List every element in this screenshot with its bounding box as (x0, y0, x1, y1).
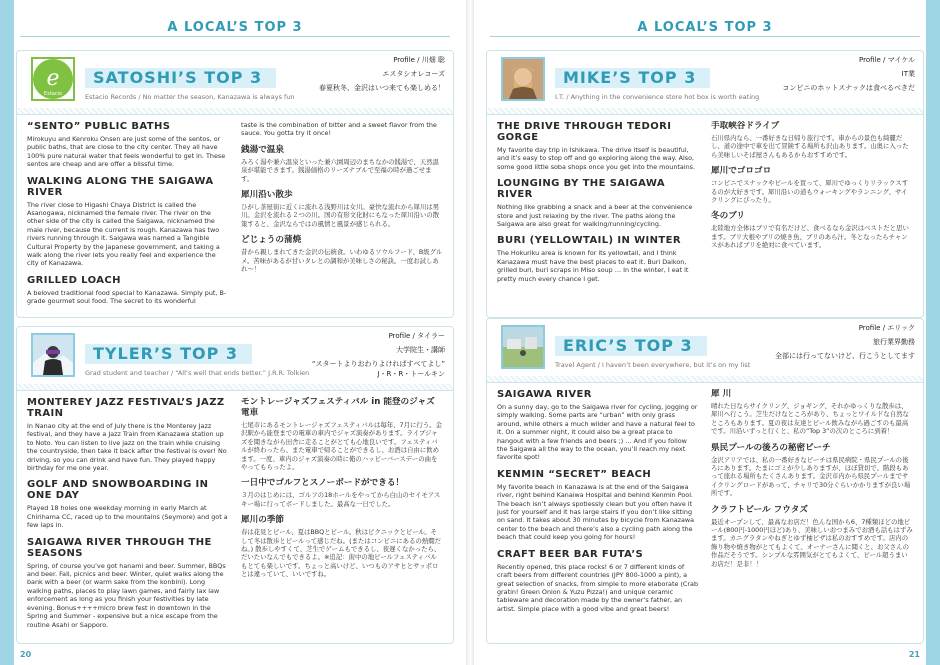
eric-jp-text-2: 金沢アリアでは、私の一番好きなビーチは県民病院・県民プールの後ろにあります。たまにゴミが少しありますが、ほぼ貸切で、階段もあって座れる場所もたくさんあります。金沢市内から県民プールまでサイクリングロードがあって、チャリで30分ぐらいかかりますが良い場所です。 (711, 455, 911, 498)
tyler-subtitle: Grad student and teacher / “All’s well that ends better.” J.R.R. Tolkien (85, 369, 310, 377)
satoshi-title: SATOSHI’S TOP 3 (85, 68, 276, 88)
mike-heading-2: LOUNGING BY THE SAIGAWA RIVER (497, 178, 665, 201)
right-page-number: 21 (908, 650, 920, 659)
mike-heading-1: THE DRIVE THROUGH TEDORI GORGE (497, 121, 672, 143)
satoshi-heading-1: “SENTO” PUBLIC BATHS (27, 121, 171, 132)
eric-heading-3: CRAFT BEER BAR FUTA’S (497, 548, 644, 560)
eric-text-1: On a sunny day, go to the Saigawa river for cycling, jogging or simply walking. Some parts are “urban” with only grass around, while others a much wilder and have a natural feel to it. On a summer night, it could also be a great place to hangout with a few friends and beers ;) … And if you follow the Saigawa all the way to the ocean, you’ll reach my next favorite spot! (497, 403, 698, 462)
tyler-col-english (27, 397, 229, 637)
eric-jp-heading-2: 県民プールの後ろの秘密ビーチ (711, 442, 831, 453)
estacio-logo: e Estacio (31, 57, 75, 101)
satoshi-text-2: The river close to Higashi Chaya District is called the Asanogawa, nicknamed the female river. The river on the other side of the city is called the Saigawa, nicknamed the male river, because the current is rough. Kanazawa has two rivers running through it. Saigawa was named a Tangible Cultural Property by the Japanese government, and taking a walk along the river lets you really feel and experience the city of Kanazawa. (27, 200, 220, 268)
mike-text-2: Nothing like grabbing a snack and a beer at the convenience store and just relaxing by the river. The paths along the Saigawa are also great for walking/running/cycling. (497, 203, 693, 229)
mike-text-1: My favorite day trip in Ishikawa. The drive itself is beautiful, and it’s easy to stop off and go exploring along the way. Also, some good little soba shops once you get into the mountains. (497, 146, 696, 171)
satoshi-jp-heading-2: 犀川沿い散歩 (241, 190, 293, 201)
satoshi-columns (27, 121, 443, 311)
mike-columns (497, 121, 913, 311)
satoshi-heading-3: GRILLED LOACH (27, 274, 121, 286)
tyler-text-1: In Nanao city at the end of July there is the Monterey Jazz festival, and they have a Jazz Train from Kanazawa station up to Noto. You can listen to live jazz on the train while cruising the countryside, then take it back after the festival is over! No driving, so you can drink and have fun. They played happy birthday for me one year. (27, 422, 227, 473)
left-page-title: A LOCAL’S TOP 3 (157, 20, 312, 35)
right-page-header (470, 14, 940, 44)
satoshi-col-japanese (241, 121, 443, 311)
eric-heading-1: SAIGAWA RIVER (497, 389, 592, 400)
tyler-heading-2: GOLF AND SNOWBOARDING IN ONE DAY (27, 479, 209, 502)
satoshi-text-continued: taste is the combination of bitter and a sweet flavor from the sauce. You gotta try it once! (241, 121, 437, 138)
eric-jp-heading-3: クラフトビール フウタズ (711, 504, 808, 515)
mike-col-japanese (711, 121, 913, 311)
satoshi-profile-line2: 春夏秋冬、金沢はいつ来ても楽しめる！ (319, 84, 445, 92)
eric-title: ERIC’S TOP 3 (555, 336, 707, 356)
eric-profile-label: Profile / エリック (858, 324, 915, 332)
tyler-section (16, 326, 454, 644)
tyler-heading-3: SAIGAWA RIVER THROUGH THE SEASONS (27, 536, 212, 559)
mike-jp-text-3: 北陸地方全体はブリで有名だけど、食べるなら金沢はベストだと思います。ブリ大根やブリの焼き魚、ブリのあら汁。冬となったらチャンスがあればブリを絶対に食べています。 (711, 224, 909, 250)
satoshi-text-1: Mirokuyu and Kenroku Onsen are just some of the sentos, or public baths, that are close to the city center. They all have 100% pure natural water that feels wonderful to get in. These sentos are cheap and are offer a blissful time. (27, 135, 226, 169)
mike-col-english (497, 121, 699, 311)
eric-jp-heading-1: 犀 川 (711, 389, 732, 399)
tyler-jp-heading-1: モントレージャズフェスティバル in 能登のジャズ電車 (241, 397, 435, 418)
tyler-title: TYLER’S TOP 3 (85, 344, 252, 364)
tyler-profile-label: Profile / タイラー (388, 332, 445, 340)
tyler-heading-1: MONTEREY JAZZ FESTIVAL’S JAZZ TRAIN (27, 397, 225, 419)
satoshi-jp-text-3: 昔から親しまれてきた金沢の伝統食。いわゆるソウルフード、B級グルメ。苦味があるが甘いタレとの調和が美味しさの秘訣。一度お試しあれ～！ (241, 248, 443, 274)
eric-header (487, 319, 923, 383)
satoshi-profile-line1: エスタシオレコーズ (382, 70, 445, 78)
tyler-avatar (31, 333, 75, 377)
eric-jp-text-3: 最近オープンして、最高なお店だ！色んな国から6、7種類ほどの地ビール(800円-1000円ほど)あり、美味しいおつまみでお酒も話もはずみます。カニグラタンやねぎとゆず柚ピザは私のおすすめです。店内の飾り物や焼き物がとてもよくて、オーナーさんに聞くと、お父さんの作品だそうです。シンプルな雰囲気がとてもよくて、ビール超うまいお店だ！是非！！ (711, 517, 913, 568)
satoshi-heading-2: WALKING ALONG THE SAIGAWA RIVER (27, 175, 214, 198)
satoshi-jp-heading-1: 銭湯で温泉 (241, 144, 284, 155)
estacio-logo-text: Estacio (44, 91, 62, 97)
tyler-profile-line2: “スタートよりおわりよければすべてよし” J・R・R・トールキン (311, 360, 445, 378)
right-page-title: A LOCAL’S TOP 3 (627, 20, 782, 35)
eric-heading-2: KENMIN “SECRET” BEACH (497, 468, 652, 480)
mike-jp-text-2: コンビニでスナックやビールを買って、犀川でゆっくりリラックスするのが大好きです。犀川沿いの道もウォーキングやランニング、サイクリングにぴったり。 (711, 179, 909, 205)
mike-header (487, 51, 923, 115)
mike-jp-heading-2: 犀川でゴロゴロ (711, 166, 772, 177)
eric-col-english (497, 389, 699, 637)
tyler-photo (33, 335, 73, 375)
tyler-profile-line1: 大学院生・講師 (396, 346, 445, 354)
mike-subtitle: I.T. / Anything in the convenience store hot box is worth eating (555, 93, 760, 101)
mike-title: MIKE’S TOP 3 (555, 68, 710, 88)
tyler-text-3: Spring, of course you’ve got hanami and beer. Summer, BBQs and beer. Fall, picnics and beer. Winter, quiet walks along the bank with a beer (or warm sake from the konbini). Long walking paths, places to play lawn games, and fairly lax law enforcement as long as you finish your festivities by late evening. Bonus++++micro brew fest in downtown in the Spring and Summer - expensive but a nice escape from the routine Asahi or Sapporo. (27, 561, 226, 629)
tyler-jp-heading-3: 犀川の季節 (241, 515, 284, 526)
mike-heading-3: BURI (YELLOWTAIL) IN WINTER (497, 235, 681, 247)
eric-col-japanese (711, 389, 913, 637)
right-page (470, 0, 940, 665)
left-page-header (0, 14, 470, 44)
tyler-jp-text-2: ３月のはじめには、ゴルフの18ホールをやってから白山のセイモアスキー場に行ってボードしました。最高な一日でした。 (241, 491, 441, 508)
mike-photo (503, 59, 543, 99)
satoshi-col-english (27, 121, 229, 311)
header-rule (490, 36, 920, 37)
tyler-col-japanese (241, 397, 443, 637)
tyler-text-2: Played 18 holes one weekday morning in early March at Chirihama CC, raced up to the mountains (Seymore) and got a few laps in. (27, 504, 228, 530)
eric-avatar (501, 325, 545, 369)
eric-columns (497, 389, 913, 637)
mike-avatar (501, 57, 545, 101)
eric-jp-text-1: 晴れた日ならサイクリング、ジョギング、それかゆっくりな散歩は、犀川へ行こう。芝生だけなところがあり、ちょっとワイルドな自然なところもあります。夏の夜は友達とビール飲みながら過ごすのも最高です。川沿いずっと行くと、私の“Top 3”の次のところに到着！ (711, 402, 909, 436)
eric-text-3: Recently opened, this place rocks! 6 or 7 different kinds of craft beers from different countries (JPY 800-1000 a pint), a great selection of snacks, from simple to more elaborate (Crab gratin! Green Onion & Yuzu Pizza!) and unique ceramic tableware and decoration made by the owner’s father, an artist. Simple place with a good vibe and great beers! (497, 562, 698, 613)
satoshi-text-3: A beloved traditional food special to Kanazawa. Simply put, B-grade gourmet soul food. The secret to its wonderful (27, 288, 227, 306)
mike-profile-line2: コンビニのホットスナックは食べるべきだ (782, 84, 915, 92)
mike-jp-heading-3: 冬のブリ (711, 211, 746, 222)
mike-section (486, 50, 924, 318)
mike-jp-text-1: 石川県内なら、一番好きな日帰り旅行です。車からの景色も綺麗だし、道の途中で車を出て冒険する場所も沢山あります。山奥に入ったら美味しいそば屋さんもあるからおすすめです。 (711, 134, 909, 159)
satoshi-subtitle: Estacio Records / No matter the season, Kanazawa is always fun (85, 93, 295, 101)
satoshi-jp-text-1: みろく湯や兼六温泉といった兼六園周辺のまちなかの銭湯で、天然温泉が堪能できます。銭湯価格のリーズナブルで至福の時が過ごせます。 (241, 157, 439, 183)
tyler-jp-text-1: 七尾市にあるモントレージャズフェスティバルは毎年、7月に行う。金沢駅から能登までの電車の車内でジャズ演奏があります。ライブジャズを聞きながら田舎に走ることがとても心地良いです。フェスティバルが終わったら、また電車で帰ることができるし、お酒は自由に飲めます。一度、車内のジャズ演奏の時に俺のハッピーバースデーの曲をやってもらったよ。 (241, 421, 442, 472)
left-page-number: 20 (20, 650, 32, 659)
eric-text-2: My favorite beach in Kanazawa is at the end of the Saigawa river, right behind Kanaiwa Hospital and behind Kenmin Pool. The beach isn’t always spotlessly clean but you often have it just for yourself and it has large stairs if you don’t like sitting on sand. It takes about 30 minutes by bicycle from Kanazawa center to the beach and there’s also a cycling path along the beach that could keep you going for hours! (497, 482, 695, 542)
tyler-jp-heading-2: 一日中でゴルフとスノーボードができる！ (241, 478, 405, 489)
eric-subtitle: Travel Agent / I haven’t been everywhere, but it’s on my list (555, 361, 751, 369)
satoshi-jp-text-2: ひがし茶屋街に近くに流れる浅野川は女川。豪快な流れから犀川は男川。金沢を流れる２つの川。国の有形文化財にもなった犀川沿いの散策すると、金沢ならではの風情と風景が感じられる。 (241, 203, 440, 228)
satoshi-profile-label: Profile / 川畑 聡 (393, 56, 445, 64)
eric-photo (503, 327, 543, 367)
mike-text-3: The Hokuriku area is known for its yellowtail, and I think Kanazawa must have the best places to eat it. Buri Daikon, grilled buri, buri scraps in Miso soup … In the winter, I eat it pretty much every chance I get. (497, 249, 689, 283)
mike-jp-heading-1: 手取峡谷ドライブ (711, 121, 780, 131)
eric-profile-line1: 旅行業界勤務 (873, 338, 915, 346)
tyler-jp-text-3: 春は花見とビール、夏はBBQとビール。秋はピクニックとビール。そして冬は散歩とビールって感じだね。(またはコンビニにあるの熱燗だね。) 散歩しやすくて、芝生でゲームもできるし、夜遅くなかったら、だいたいなんでもできるよ。※追記：街中の地ビールフェスティバルもとても楽しいです。ちょっと高いけど、いつものアサヒとサッポロとは違っていて、いいですね。 (241, 528, 442, 579)
mike-profile-label: Profile / マイケル (859, 56, 915, 64)
mike-profile-line1: IT業 (901, 70, 915, 78)
eric-profile-line2: 全部には行ってないけど、行こうとしてます (775, 352, 915, 360)
tyler-columns (27, 397, 443, 637)
satoshi-header (17, 51, 453, 115)
tyler-header (17, 327, 453, 391)
eric-section (486, 318, 924, 644)
satoshi-section (16, 50, 454, 318)
satoshi-jp-heading-3: どじょうの蒲焼 (241, 235, 302, 246)
header-rule (20, 36, 450, 37)
